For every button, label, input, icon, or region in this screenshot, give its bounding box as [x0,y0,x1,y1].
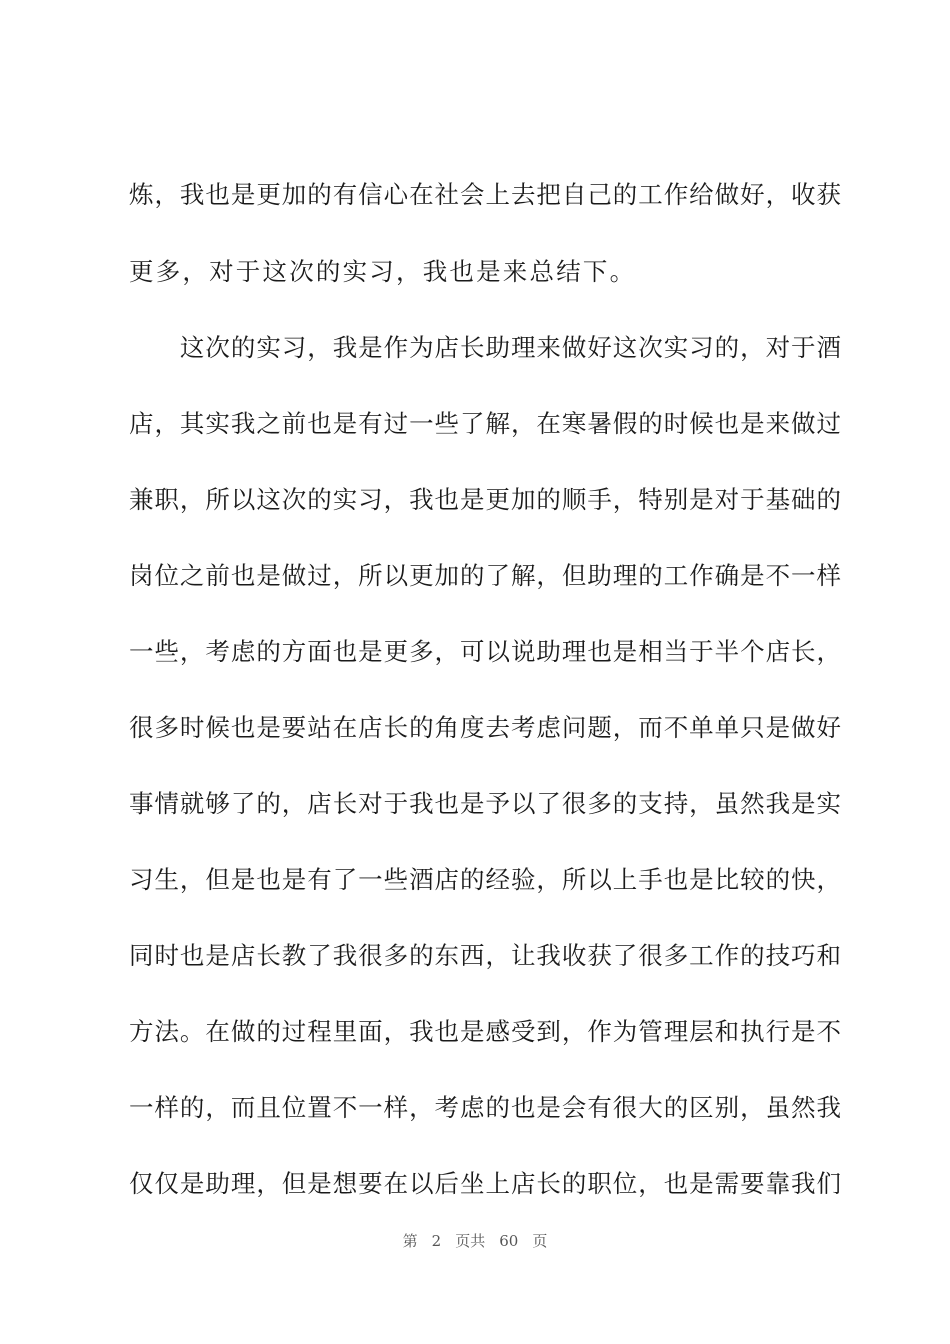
page-footer [0,1229,950,1253]
text-line: 一样的，而且位置不一样，考虑的也是会有很大的区别，虽然我 [129,1093,841,1122]
text-line: 仅仅是助理，但是想要在以后坐上店长的职位，也是需要靠我们 [129,1169,841,1198]
text-line: 兼职，所以这次的实习，我也是更加的顺手，特别是对于基础的 [129,485,841,514]
text-line: 方法。在做的过程里面，我也是感受到，作为管理层和执行是不 [129,1017,841,1046]
footer-middle: 页共 [455,1232,486,1250]
footer-suffix: 页 [532,1232,548,1250]
text-line: 一些，考虑的方面也是更多，可以说助理也是相当于半个店长， [129,637,841,666]
text-line: 事情就够了的，店长对于我也是予以了很多的支持，虽然我是实 [129,789,841,818]
text-line: 同时也是店长教了我很多的东西，让我收获了很多工作的技巧和 [129,941,841,970]
text-line: 很多时候也是要站在店长的角度去考虑问题，而不单单只是做好 [129,713,841,742]
footer-total-pages: 60 [499,1232,519,1250]
text-line: 店，其实我之前也是有过一些了解，在寒暑假的时候也是来做过 [129,409,841,438]
footer-prefix: 第 [402,1232,418,1250]
text-line: 习生，但是也是有了一些酒店的经验，所以上手也是比较的快， [129,865,841,894]
footer-page-number: 2 [431,1232,442,1250]
text-line: 炼，我也是更加的有信心在社会上去把自己的工作给做好，收获 [129,180,841,209]
text-line: 更多，对于这次的实习，我也是来总结下。 [129,257,637,286]
text-line: 岗位之前也是做过，所以更加的了解，但助理的工作确是不一样 [129,561,841,590]
text-line: 这次的实习，我是作为店长助理来做好这次实习的，对于酒 [129,333,841,362]
